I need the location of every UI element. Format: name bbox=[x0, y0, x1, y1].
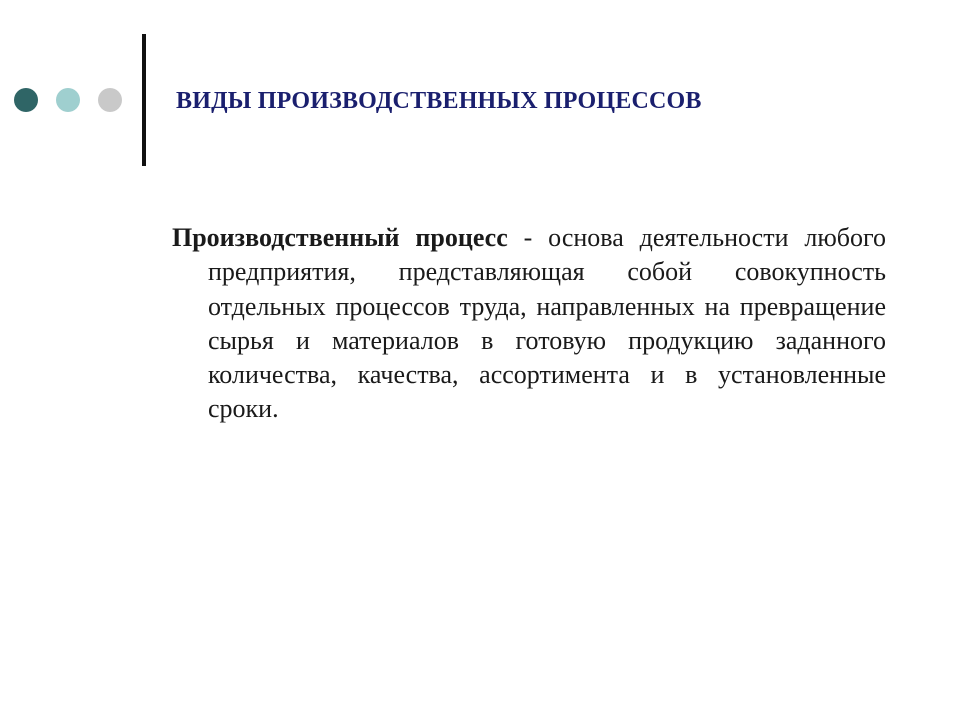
decorative-dot-dark bbox=[14, 88, 38, 112]
definition-paragraph bbox=[172, 221, 887, 427]
slide-title: ВИДЫ ПРОИЗВОДСТВЕННЫХ ПРОЦЕССОВ bbox=[176, 88, 702, 114]
definition-term: Производственный процесс bbox=[172, 223, 508, 252]
vertical-divider bbox=[142, 34, 146, 166]
definition-text: - основа деятельности любого предприятия, представляющая собой совокупность отдельных процессов труда, направленных на превращение сырья и материалов в готовую продукцию заданного количества, качества, ассортимента и в установленные сроки. bbox=[208, 223, 887, 424]
decorative-dot-gray bbox=[98, 88, 122, 112]
decorative-dot-light bbox=[56, 88, 80, 112]
